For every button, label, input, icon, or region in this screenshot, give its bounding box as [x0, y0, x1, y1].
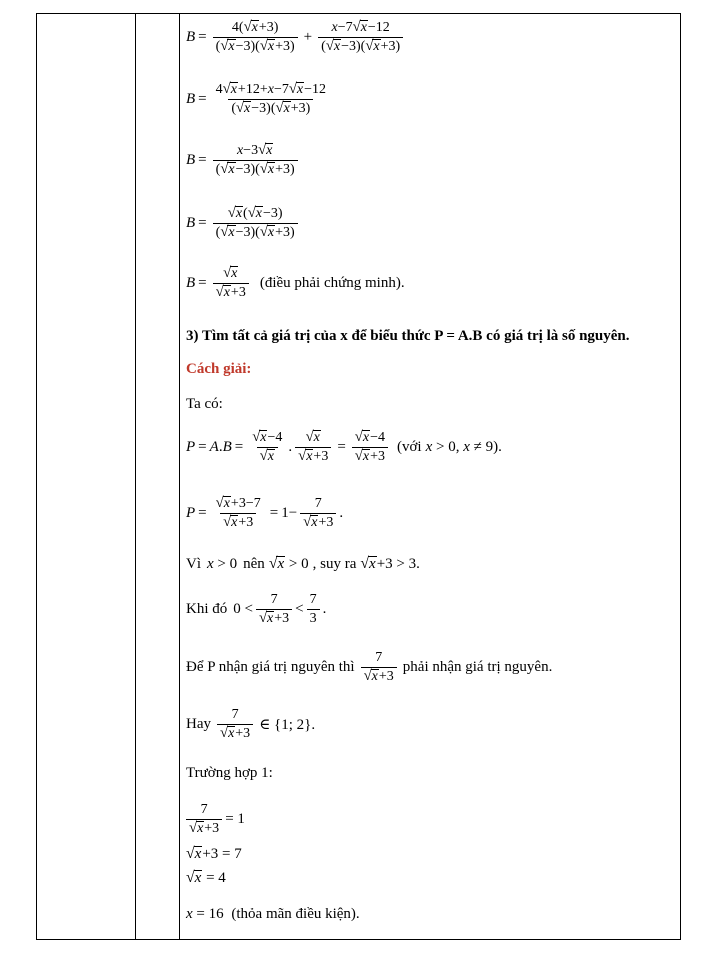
then-line: Khi đó 0 < 7 √ x +3 < $\frac{7}{3}$ .: [186, 592, 327, 626]
integer-condition-line: Để P nhận giá trị nguyên thì 7 √ x +3 phải nhận giá trị nguyên.: [186, 650, 553, 684]
case-1: Trường hợp 1:: [186, 765, 273, 781]
equation-b-2: B = 4 √ x +12+x−7 √ x −12 ( √ x −3)( √ x +3): [186, 81, 327, 116]
note-condition-end: ).: [493, 439, 502, 455]
set-line: Hay 7 √ x +3 ∈ {1; 2}.: [186, 707, 316, 741]
table-frame: [36, 13, 681, 940]
case-1-eq-1: 7 √ x +3 = 1: [186, 801, 245, 837]
equation-b-5: B = √ x √ x +3 (điều phải chứng minh).: [186, 265, 405, 300]
case-1-result: x = 16 (thỏa mãn điều kiện).: [186, 906, 360, 922]
column-divider-1: [135, 14, 136, 939]
equation-p-2: P = √ x +3−7 √ x +3 = 1− 7 √ x +3 .: [186, 495, 344, 530]
note-condition: (với: [396, 439, 422, 455]
column-divider-2: [179, 14, 180, 939]
since-line: Vì x > 0 nên √ x > 0 , suy ra √ x +3 > 3.: [186, 555, 420, 572]
equation-p-1: P = A . B = √ x −4 √ x . √ x √ x +3 = √ x −4 √ x +3 (với x > 0, x ≠ 9 ).: [186, 429, 502, 464]
equation-b-3: B = x−3 √ x ( √ x −3)( √ x +3): [186, 143, 301, 178]
case-1-eq-3: √ x = 4: [186, 869, 226, 886]
equation-b-4: B = √ x ( √ x −3) ( √ x −3)( √ x +3): [186, 206, 301, 241]
case-1-eq-2: √ x +3 = 7: [186, 845, 242, 862]
equation-b-1: B = 4( √ x +3) ( √ x −3)( √ x +3) + x−7 √ x −12 ( √ x −3)( √ x +3): [186, 20, 406, 55]
ta-co: Ta có:: [186, 396, 223, 412]
note-proved: (điều phải chứng minh).: [259, 275, 405, 291]
solution-label: Cách giải:: [186, 361, 252, 377]
question-3: 3) Tìm tất cả giá trị của x để biểu thức P = A.B có giá trị là số nguyên.: [186, 328, 630, 344]
